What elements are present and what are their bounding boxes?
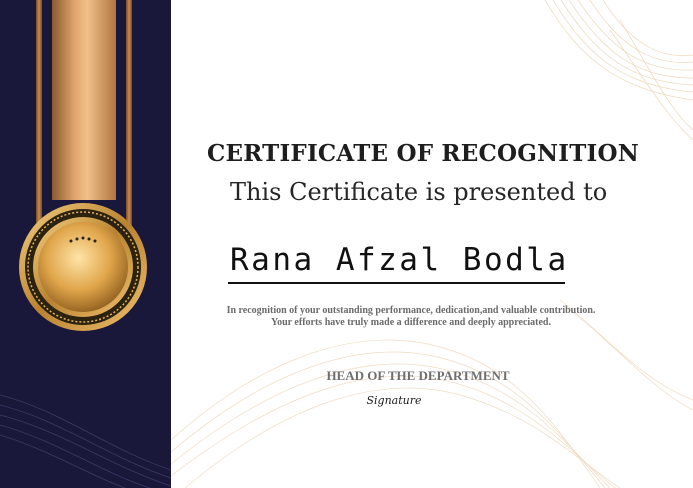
gold-ribbon (52, 0, 116, 200)
signature: Signature (366, 394, 422, 407)
recipient-name: Rana Afzal Bodla (230, 242, 569, 278)
presented-line: This Certificate is presented to (230, 178, 608, 206)
gold-medal-icon (17, 201, 149, 333)
recognition-message (205, 305, 617, 329)
message-line-1: In recognition of your outstanding performance, dedication,and valuable contribution. (226, 305, 596, 316)
signatory-title: HEAD OF THE DEPARTMENT (326, 368, 510, 383)
ribbon-stripe-left (36, 0, 42, 230)
name-underline (228, 282, 565, 284)
ribbon-stripe-right (126, 0, 132, 230)
certificate-title: CERTIFICATE OF RECOGNITION (207, 140, 639, 167)
message-line-2: Your efforts have truly made a difference and deeply appreciated. (271, 317, 551, 328)
